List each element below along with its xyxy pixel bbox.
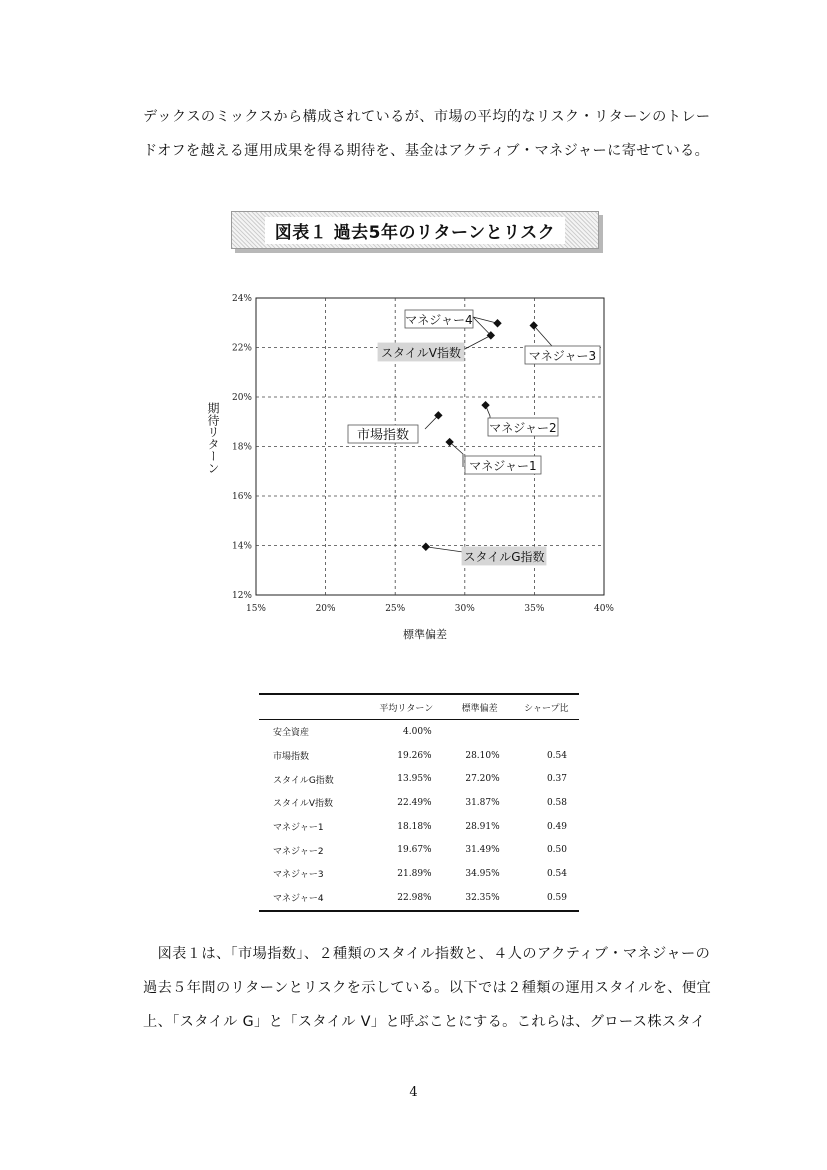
sharpe-cell: 0.54 xyxy=(546,868,567,879)
mean-return-cell: 22.98% xyxy=(397,892,432,903)
point-label: 市場指数 xyxy=(356,428,410,443)
table-row xyxy=(259,767,579,791)
sharpe-cell: 0.49 xyxy=(546,821,567,832)
table-row xyxy=(259,744,579,768)
sharpe-cell: 0.58 xyxy=(546,797,567,808)
figure-title-banner xyxy=(231,211,599,249)
table-header-cell: 標準偏差 xyxy=(461,703,498,714)
row-label: マネジャー1 xyxy=(273,823,324,834)
y-tick-label: 20% xyxy=(231,393,252,403)
row-label: スタイルG指数 xyxy=(273,775,334,786)
y-tick-label: 24% xyxy=(231,294,252,304)
point-label: マネジャー1 xyxy=(469,459,537,473)
leader-line xyxy=(473,317,498,335)
text-line: デックスのミックスから構成されているが、市場の平均的なリスク・リターンのトレー xyxy=(143,109,711,125)
std-dev-cell: 27.20% xyxy=(465,774,500,785)
std-dev-cell: 31.87% xyxy=(465,797,500,808)
row-label: 安全資産 xyxy=(273,728,310,739)
x-tick-label: 30% xyxy=(454,604,475,614)
sharpe-cell: 0.50 xyxy=(546,845,567,856)
mean-return-cell: 18.18% xyxy=(397,821,432,832)
std-dev-cell: 31.49% xyxy=(465,845,500,856)
point-label: マネジャー3 xyxy=(528,349,597,363)
sharpe-cell: 0.37 xyxy=(546,774,567,785)
point-label: スタイルV指数 xyxy=(381,346,461,360)
data-point-marker xyxy=(493,319,501,327)
x-tick-label: 35% xyxy=(524,604,545,614)
table-row xyxy=(259,815,579,839)
std-dev-cell: 28.10% xyxy=(465,750,500,761)
x-tick-label: 40% xyxy=(593,604,615,614)
point-label: マネジャー4 xyxy=(405,313,473,327)
table-header-cell: 平均リターン xyxy=(379,703,434,714)
x-tick-label: 15% xyxy=(245,604,267,614)
y-tick-label: 18% xyxy=(231,442,252,453)
x-tick-label: 20% xyxy=(315,604,336,614)
text-line: 図表１は、「市場指数」、２種類のスタイル指数と、４人のアクティブ・マネジャーの xyxy=(143,946,711,962)
x-axis-label: 標準偏差 xyxy=(403,628,447,641)
y-axis-label: 期待リターン xyxy=(206,402,220,474)
y-tick-label: 12% xyxy=(231,591,252,601)
y-tick-label: 14% xyxy=(231,541,252,552)
table-row xyxy=(259,791,579,815)
figure-title: 図表１ 過去5年のリターンとリスク xyxy=(265,217,566,244)
mean-return-cell: 4.00% xyxy=(403,726,432,737)
text-line: 上、「スタイル G」と「スタイル V」と呼ぶことにする。これらは、グロース株スタイ xyxy=(143,1014,706,1030)
leader-line xyxy=(426,547,463,552)
mean-return-cell: 19.26% xyxy=(397,750,432,761)
row-label: マネジャー4 xyxy=(273,894,324,905)
mean-return-cell: 21.89% xyxy=(397,868,432,879)
std-dev-cell: 28.91% xyxy=(465,821,500,832)
mean-return-cell: 22.49% xyxy=(397,797,432,808)
sharpe-cell xyxy=(514,720,579,744)
table-row xyxy=(259,862,579,886)
table-row xyxy=(259,720,579,744)
table-header-cell xyxy=(259,694,367,720)
x-tick-label: 25% xyxy=(385,604,406,614)
std-dev-cell xyxy=(446,720,514,744)
y-tick-label: 22% xyxy=(231,343,252,354)
point-label: マネジャー2 xyxy=(489,421,557,435)
table-row xyxy=(259,838,579,862)
sharpe-cell: 0.54 xyxy=(546,750,567,761)
row-label: マネジャー2 xyxy=(273,846,324,857)
page-number: 4 xyxy=(409,1085,418,1100)
scatter-chart xyxy=(195,290,635,650)
text-line: 過去５年間のリターンとリスクを示している。以下では２種類の運用スタイルを、便宜 xyxy=(143,980,712,996)
sharpe-cell: 0.59 xyxy=(546,892,567,903)
text-line: ドオフを越える運用成果を得る期待を、基金はアクティブ・マネジャーに寄せている。 xyxy=(143,143,710,159)
leader-line xyxy=(450,442,463,467)
row-label: 市場指数 xyxy=(273,752,310,763)
std-dev-cell: 32.35% xyxy=(465,892,500,903)
point-label: スタイルG指数 xyxy=(463,550,545,564)
intro-paragraph xyxy=(143,100,723,168)
row-label: マネジャー3 xyxy=(273,870,324,881)
y-tick-label: 16% xyxy=(231,492,252,502)
mean-return-cell: 13.95% xyxy=(397,774,432,785)
risk-return-table xyxy=(259,693,579,912)
data-point-marker xyxy=(422,543,430,551)
mean-return-cell: 19.67% xyxy=(397,845,432,856)
table-header-cell: シャープ比 xyxy=(524,703,569,714)
data-point-marker xyxy=(481,401,489,409)
row-label: スタイルV指数 xyxy=(273,799,333,810)
table-row xyxy=(259,886,579,911)
body-paragraph xyxy=(143,937,723,1039)
std-dev-cell: 34.95% xyxy=(465,868,500,879)
table-header-row xyxy=(259,694,579,720)
